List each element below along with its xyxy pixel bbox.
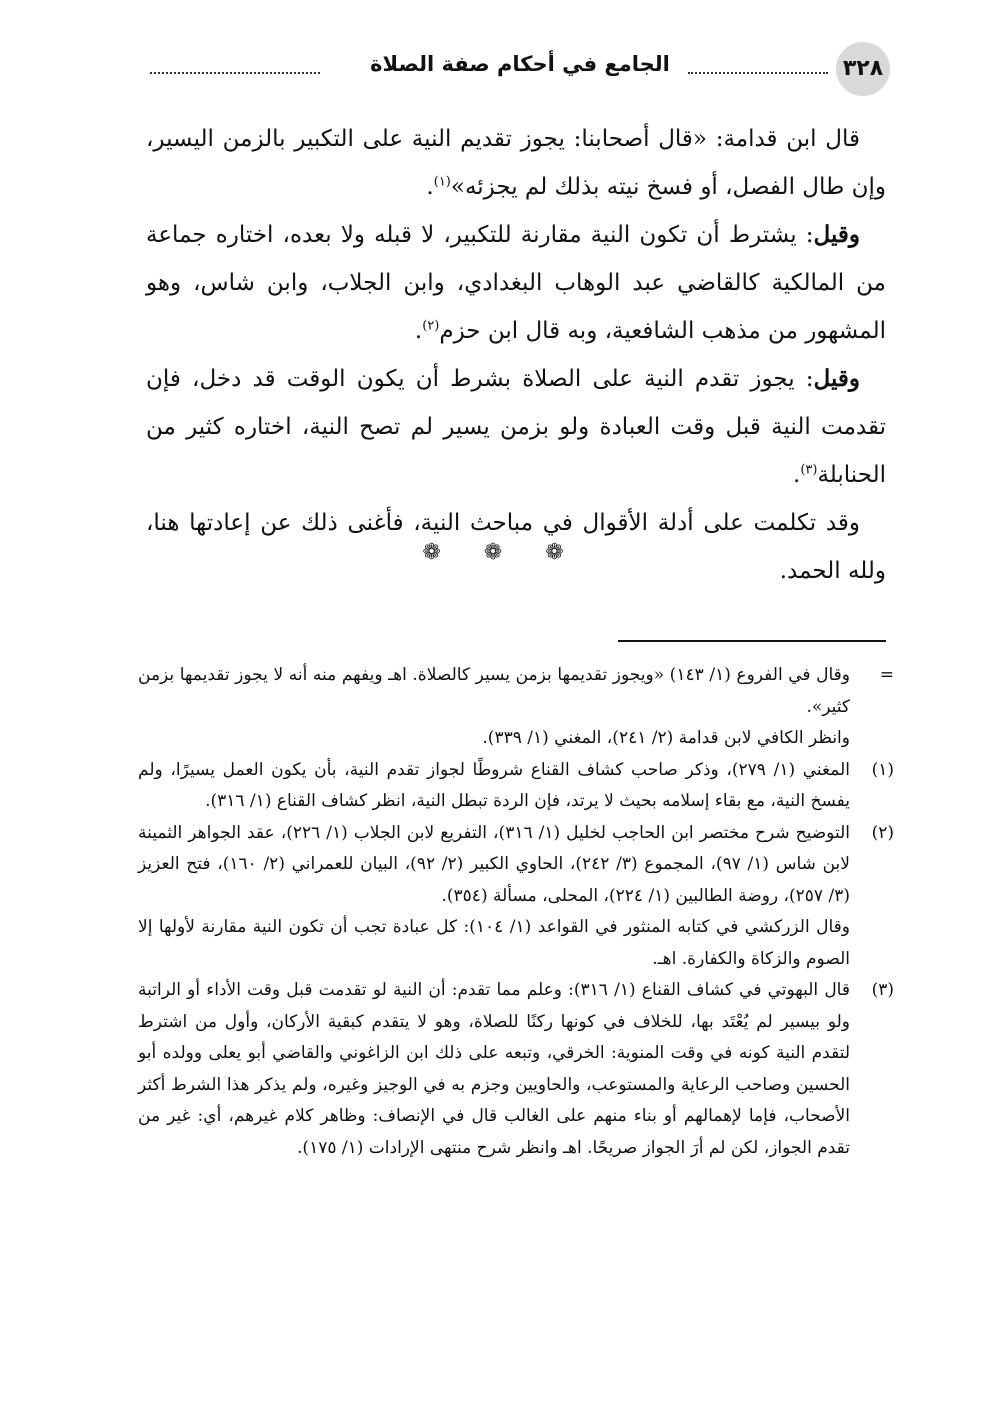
footnote-text: التوضيح شرح مختصر ابن الحاجب لخليل (١/ ٣١٦)، التفريع لابن الجلاب (١/ ٢٢٦)، عقد الجواهر الثمينة لابن شاس (١/ ٩٧)، المجموع (٣/ ٢٤٢)، الحاوي الكبير (٢/ ٩٢)، البيان للعمراني (٢/ ١٦٠)، فتح العزيز (٣/ ٢٥٧)، روضة الطالبين (١/ ٢٢٤)، المحلى، مسألة (٣٥٤). <box>138 822 851 906</box>
paragraph-end: . <box>793 462 801 488</box>
paragraph-end: . <box>426 174 434 200</box>
header-dotted-rule-right <box>688 72 828 74</box>
page-header <box>140 42 890 108</box>
footnote-3 <box>138 975 894 1164</box>
main-text <box>146 115 886 595</box>
footnote-continuation <box>138 660 894 755</box>
footnote-text: وانظر الكافي لابن قدامة (٢/ ٢٤١)، المغني (١/ ٣٣٩). <box>482 728 850 748</box>
footnote-body <box>138 755 850 818</box>
paragraph-lead: وقيل <box>813 365 860 392</box>
paragraph-ibn-qudama <box>146 115 886 211</box>
footnote-body <box>138 975 850 1164</box>
paragraph-text: : يجوز تقدم النية على الصلاة بشرط أن يكون الوقت قد دخل، فإن تقدمت النية قبل وقت العبادة ولو بزمن يسير لم تصح النية، اختاره كثير من الحنابلة <box>146 366 886 488</box>
footnote-ref-3[interactable]: (٣) <box>800 462 818 478</box>
book-title: الجامع في أحكام صفة الصلاة <box>370 52 670 76</box>
paragraph-lead: وقيل <box>813 221 860 248</box>
footnote-marker: = <box>879 665 894 685</box>
paragraph-qil-1 <box>146 211 886 355</box>
footnote-divider <box>618 640 886 642</box>
footnote-ref-2[interactable]: (٢) <box>422 318 440 334</box>
footnote-text: وقال في الفروع (١/ ١٤٣) «ويجوز تقديمها بزمن يسير كالصلاة. اهـ ويفهم منه أنه لا يجوز تقديمها بزمن كثير». <box>138 665 851 717</box>
footnote-body <box>138 818 850 976</box>
paragraph-text: : يشترط أن تكون النية مقارنة للتكبير، لا قبله ولا بعده، اختاره جماعة من المالكية كالقاضي عبد الوهاب البغدادي، وابن الجلاب، وابن شاس، وهو المشهور من مذهب الشافعية، وبه قال ابن حزم <box>146 222 886 344</box>
footnote-ref-1[interactable]: (١) <box>433 174 451 190</box>
paragraph-end: . <box>414 318 423 344</box>
footnotes <box>138 660 894 1164</box>
footnote-text: قال البهوتي في كشاف القناع (١/ ٣١٦): وعلم مما تقدم: أن النية لو تقدمت قبل وقت الأداء أو الراتبة ولو بيسير لم يُعْتَد بها، للخلاف في كونها ركنًا للصلاة، وهو لا يتقدم كبقية الأركان، وأول من اشترط لتقدم النية كونه في وقت المنوية: الخرقي، وتبعه على ذلك ابن الزاغوني والقاضي أبو يعلى وولده أبو الحسين وصاحب الرعاية والمستوعب، والحاويين وجزم به في الوجيز وغيره، ولم يذكر هذا الشرط أكثر الأصحاب، فإما لإهمالهم أو بناء منهم على الغالب قال في الإنصاف: وظاهر كلام غيرهم، أي: غير من تقدم الجواز، لكن لم أرَ الجواز صريحًا. اهـ وانظر شرح منتهى الإرادات (١/ ١٧٥). <box>138 980 850 1158</box>
footnote-2 <box>138 818 894 976</box>
header-dotted-rule-left <box>150 72 320 74</box>
footnote-body <box>138 660 850 755</box>
footnote-marker: (١) <box>871 759 894 780</box>
footnote-text: المغني (١/ ٢٧٩)، وذكر صاحب كشاف القناع شروطًا لجواز تقدم النية، بأن يكون العمل يسيرًا، ولم يفسخ النية، مع بقاء إسلامه بحيث لا يرتد، فإن الردة تبطل النية، انظر كشاف القناع (١/ ٣١٦). <box>138 759 850 811</box>
footnote-marker: (٣) <box>871 980 894 1000</box>
page-number: ٣٢٨ <box>836 42 890 96</box>
section-separator-ornament: ❁ ❁ ❁ <box>422 540 582 565</box>
footnote-1 <box>138 755 894 818</box>
paragraph-qil-2 <box>146 355 886 499</box>
footnote-text: وقال الزركشي في كتابه المنثور في القواعد (١/ ١٠٤): كل عبادة تجب أن تكون النية مقارنة لأولها إلا الصوم والزكاة والكفارة. اهـ. <box>138 917 850 969</box>
paragraph-text: قال ابن قدامة: «قال أصحابنا: يجوز تقديم النية على التكبير بالزمن اليسير، وإن طال الفصل، أو فسخ نيته بذلك لم يجزئه» <box>146 126 886 200</box>
paragraph-text: وقد تكلمت على أدلة الأقوال في مباحث النية، فأغنى ذلك عن إعادتها هنا، ولله الحمد. <box>146 510 886 584</box>
footnote-marker: (٢) <box>871 822 894 843</box>
